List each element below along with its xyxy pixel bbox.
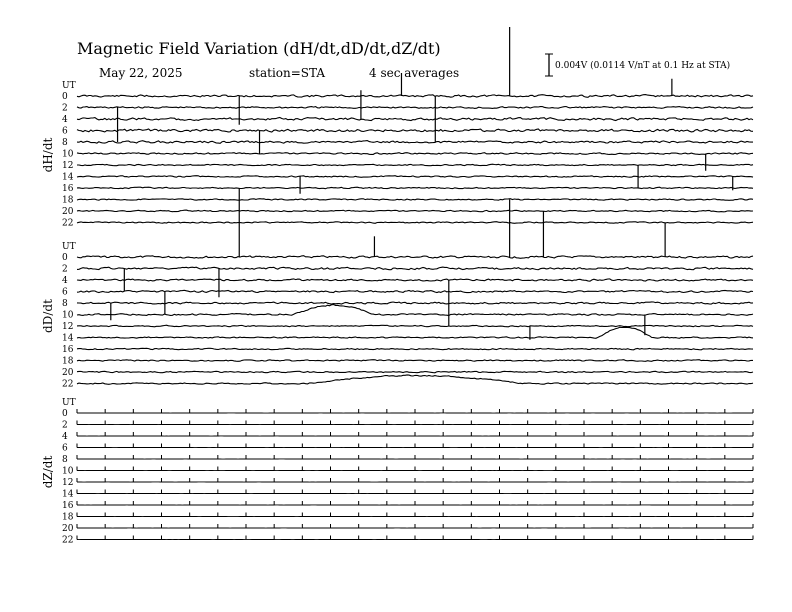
panel-ylabel: dD/dt — [41, 299, 55, 333]
hour-label: 22 — [62, 218, 74, 229]
trace-10 — [77, 153, 753, 155]
hour-label: 14 — [62, 333, 74, 344]
panel-ylabel: dZ/dt — [41, 455, 55, 489]
trace-8 — [77, 302, 753, 304]
hour-label: 6 — [62, 126, 68, 137]
station-label: station=STA — [249, 66, 326, 80]
trace-16 — [77, 348, 753, 350]
hour-label: 20 — [62, 207, 74, 217]
hour-label: 0 — [62, 253, 68, 263]
hour-label: 22 — [62, 379, 74, 390]
trace-4 — [77, 279, 753, 281]
ut-label: UT — [62, 398, 76, 408]
ut-label: UT — [62, 81, 76, 91]
hour-label: 18 — [62, 356, 74, 367]
trace-12 — [77, 325, 753, 327]
hour-label: 16 — [62, 501, 74, 511]
averaging-label: 4 sec averages — [369, 66, 460, 80]
trace-2 — [77, 107, 753, 109]
hour-label: 10 — [62, 149, 74, 160]
trace-18 — [77, 199, 753, 201]
trace-6 — [77, 129, 753, 132]
date-label: May 22, 2025 — [99, 66, 183, 80]
hour-label: 20 — [62, 524, 74, 534]
hour-label: 4 — [62, 276, 68, 286]
trace-4 — [77, 118, 753, 121]
hour-label: 6 — [62, 287, 68, 298]
trace-10 — [77, 305, 753, 316]
hour-label: 2 — [62, 420, 68, 431]
hour-label: 2 — [62, 264, 68, 275]
hour-label: 12 — [62, 161, 74, 171]
hour-label: 8 — [62, 299, 68, 309]
panel-dzdt — [41, 398, 753, 546]
hour-label: 10 — [62, 466, 74, 477]
hour-label: 14 — [62, 489, 74, 500]
hour-label: 18 — [62, 195, 74, 206]
trace-20 — [77, 210, 753, 212]
ut-label: UT — [62, 242, 76, 252]
hour-label: 12 — [62, 478, 74, 488]
trace-6 — [77, 290, 753, 292]
scale-note: 0.004V (0.0114 V/nT at 0.1 Hz at STA) — [555, 61, 731, 71]
trace-22 — [77, 375, 753, 384]
hour-label: 0 — [62, 92, 68, 102]
hour-label: 14 — [62, 172, 74, 183]
hour-label: 0 — [62, 409, 68, 419]
hour-label: 22 — [62, 535, 74, 546]
hour-label: 4 — [62, 115, 68, 125]
hour-label: 4 — [62, 432, 68, 442]
hour-label: 2 — [62, 103, 68, 114]
hour-label: 16 — [62, 345, 74, 355]
trace-16 — [77, 187, 753, 189]
hour-label: 16 — [62, 184, 74, 194]
chart-title: Magnetic Field Variation (dH/dt,dD/dt,dZ/dt) — [77, 39, 441, 58]
trace-2 — [77, 267, 753, 270]
trace-22 — [77, 222, 753, 224]
trace-20 — [77, 371, 753, 373]
trace-14 — [77, 327, 753, 338]
hour-label: 18 — [62, 512, 74, 523]
hour-label: 10 — [62, 310, 74, 321]
panel-dhdt — [41, 27, 753, 229]
trace-12 — [77, 164, 753, 166]
hour-label: 6 — [62, 443, 68, 454]
hour-label: 8 — [62, 455, 68, 465]
hour-label: 12 — [62, 322, 74, 332]
panel-dddt — [41, 188, 753, 390]
hour-label: 8 — [62, 138, 68, 148]
panel-ylabel: dH/dt — [41, 137, 55, 173]
trace-8 — [77, 141, 753, 144]
trace-0 — [77, 256, 753, 259]
trace-0 — [77, 95, 753, 98]
scale-bar — [545, 54, 553, 76]
trace-18 — [77, 360, 753, 362]
trace-14 — [77, 176, 753, 178]
hour-label: 20 — [62, 368, 74, 378]
